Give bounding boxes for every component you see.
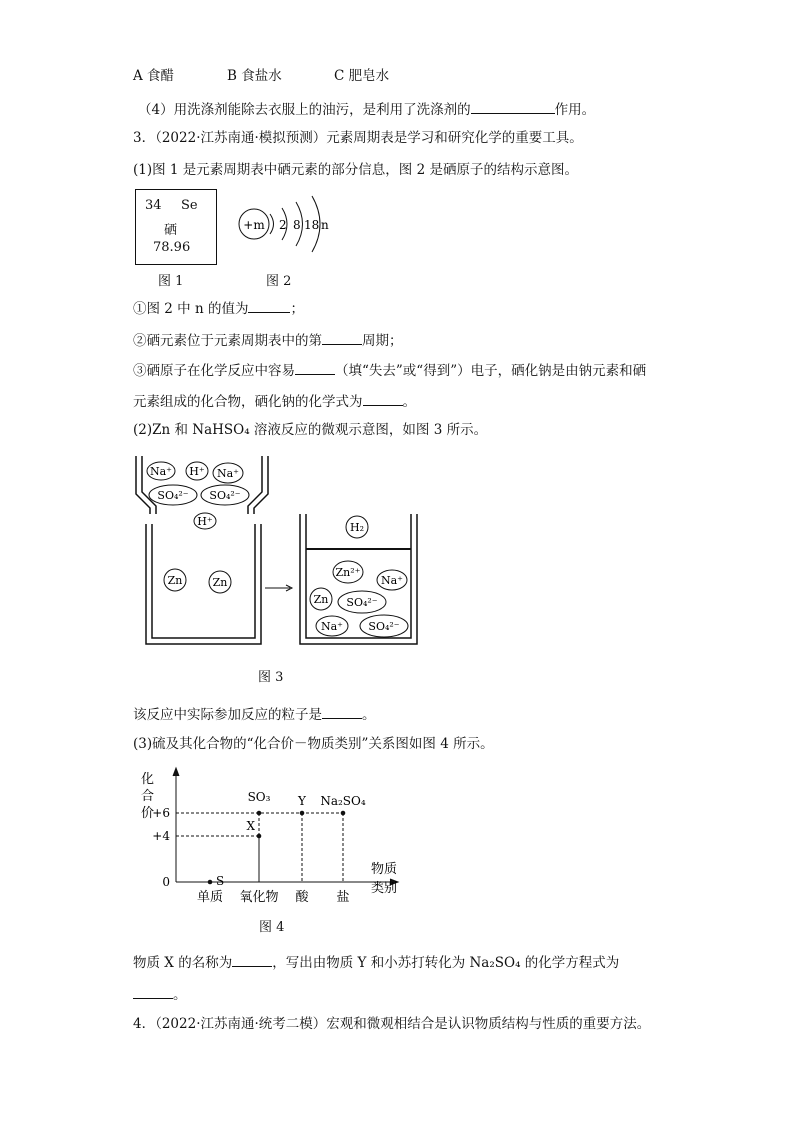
answer-blank[interactable] — [133, 984, 173, 999]
valence-class-chart — [128, 765, 418, 905]
answer-blank[interactable] — [322, 704, 362, 719]
part-3-question-line-2: 。 — [133, 984, 187, 1004]
y-axis-arrow — [173, 768, 179, 776]
data-label: Na₂SO₄ — [320, 794, 366, 808]
x-tick-label: 单质 — [196, 890, 224, 905]
hydrogen-molecule: H₂ — [349, 521, 365, 534]
zinc-atom-2: Zn — [212, 576, 228, 589]
figure-3-caption: 图 3 — [258, 670, 284, 685]
data-label: SO₃ — [247, 790, 271, 804]
option-b: B 食盐水 — [227, 68, 282, 84]
answer-options — [133, 67, 389, 85]
answer-blank[interactable] — [232, 952, 272, 967]
x-tick-label: 盐 — [336, 890, 350, 905]
shell-3-count: 18 — [304, 218, 320, 232]
funnel-ion-h: H⁺ — [189, 465, 205, 478]
dropping-ion-h: H⁺ — [197, 515, 213, 528]
question-3-part-1: (1)图 1 是元素周期表中硒元素的部分信息，图 2 是硒原子的结构示意图。 — [133, 162, 578, 178]
part-2-question: 该反应中实际参加反应的粒子是 。 — [133, 704, 376, 724]
sub-question-2: ②硒元素位于元素周期表中的第 周期； — [133, 330, 403, 350]
figure-2-caption: 图 2 — [266, 274, 292, 289]
x-tick-label: 酸 — [295, 890, 309, 905]
nucleus-label: +m — [243, 218, 265, 232]
shell-1-count: 2 — [279, 218, 287, 232]
sub-question-3: ③硒原子在化学反应中容易 （填“失去”或“得到”）电子，硒化钠是由钠元素和硒 — [133, 360, 646, 380]
sulfate-ion-2: SO₄²⁻ — [368, 620, 400, 633]
y-tick-label: +6 — [152, 806, 170, 820]
figure-4-caption: 图 4 — [259, 920, 285, 935]
y-tick-label: +4 — [152, 829, 170, 843]
sodium-ion-2: Na⁺ — [321, 620, 343, 633]
answer-blank[interactable] — [322, 330, 362, 345]
data-point — [341, 811, 346, 816]
answer-blank[interactable] — [363, 391, 403, 406]
funnel-ion-na-1: Na⁺ — [150, 465, 172, 478]
answer-blank[interactable] — [471, 99, 555, 114]
question-3-part-2: (2)Zn 和 NaHSO₄ 溶液反应的微观示意图，如图 3 所示。 — [133, 422, 488, 438]
answer-blank[interactable] — [295, 360, 335, 375]
shell-2-count: 8 — [293, 218, 301, 232]
funnel-ion-sulfate-1: SO₄²⁻ — [157, 489, 189, 502]
element-symbol: Se — [181, 198, 198, 213]
data-label: S — [216, 874, 225, 888]
funnel-ion-na-2: Na⁺ — [217, 467, 239, 480]
x-axis-label: 物质 — [371, 862, 398, 877]
funnel-ion-sulfate-2: SO₄²⁻ — [209, 489, 241, 502]
question-4-header: 4．（2022·江苏南通·统考二模）宏观和微观相结合是认识物质结构与性质的重要方法。 — [133, 1016, 651, 1032]
data-point — [208, 880, 213, 885]
y-tick-label: 0 — [162, 875, 170, 889]
option-a: A 食醋 — [133, 68, 175, 84]
zinc-atom-1: Zn — [167, 574, 183, 587]
x-axis-label: 类别 — [371, 881, 398, 896]
option-c: C 肥皂水 — [334, 68, 390, 84]
atomic-number: 34 — [145, 198, 162, 213]
x-tick-label: 氧化物 — [239, 890, 279, 905]
zinc-ion: Zn²⁺ — [335, 566, 361, 579]
sub-question-1: ①图 2 中 n 的值为 ； — [133, 298, 304, 318]
question-3-header: 3．（2022·江苏南通·模拟预测）元素周期表是学习和研究化学的重要工具。 — [133, 130, 583, 146]
element-name: 硒 — [164, 223, 178, 238]
periodic-table-cell — [135, 189, 217, 265]
y-axis-label-char: 价 — [141, 806, 155, 821]
data-label: X — [246, 819, 255, 833]
zinc-atom-3: Zn — [313, 593, 329, 606]
question-2-item-4: （4）用洗涤剂能除去衣服上的油污，是利用了洗涤剂的 作用。 — [138, 99, 595, 119]
y-axis-label-char: 化 — [141, 772, 155, 787]
data-label: Y — [298, 794, 306, 808]
y-axis-label-char: 合 — [141, 789, 155, 804]
figure-1-caption: 图 1 — [158, 274, 184, 289]
atom-structure-diagram — [232, 192, 342, 260]
shell-4-count: n — [321, 218, 329, 232]
sodium-ion-1: Na⁺ — [381, 574, 403, 587]
part-3-question: 物质 X 的名称为 ，写出由物质 Y 和小苏打转化为 Na₂SO₄ 的化学方程式为 — [133, 952, 619, 972]
answer-blank[interactable] — [248, 298, 290, 313]
reaction-diagram — [128, 452, 428, 652]
atomic-mass: 78.96 — [153, 240, 191, 255]
sulfate-ion-1: SO₄²⁻ — [346, 596, 378, 609]
question-3-part-3: (3)硫及其化合物的“化合价－物质类别”关系图如图 4 所示。 — [133, 736, 494, 752]
sub-question-3-line-2: 元素组成的化合物，硒化钠的化学式为 。 — [133, 391, 416, 411]
